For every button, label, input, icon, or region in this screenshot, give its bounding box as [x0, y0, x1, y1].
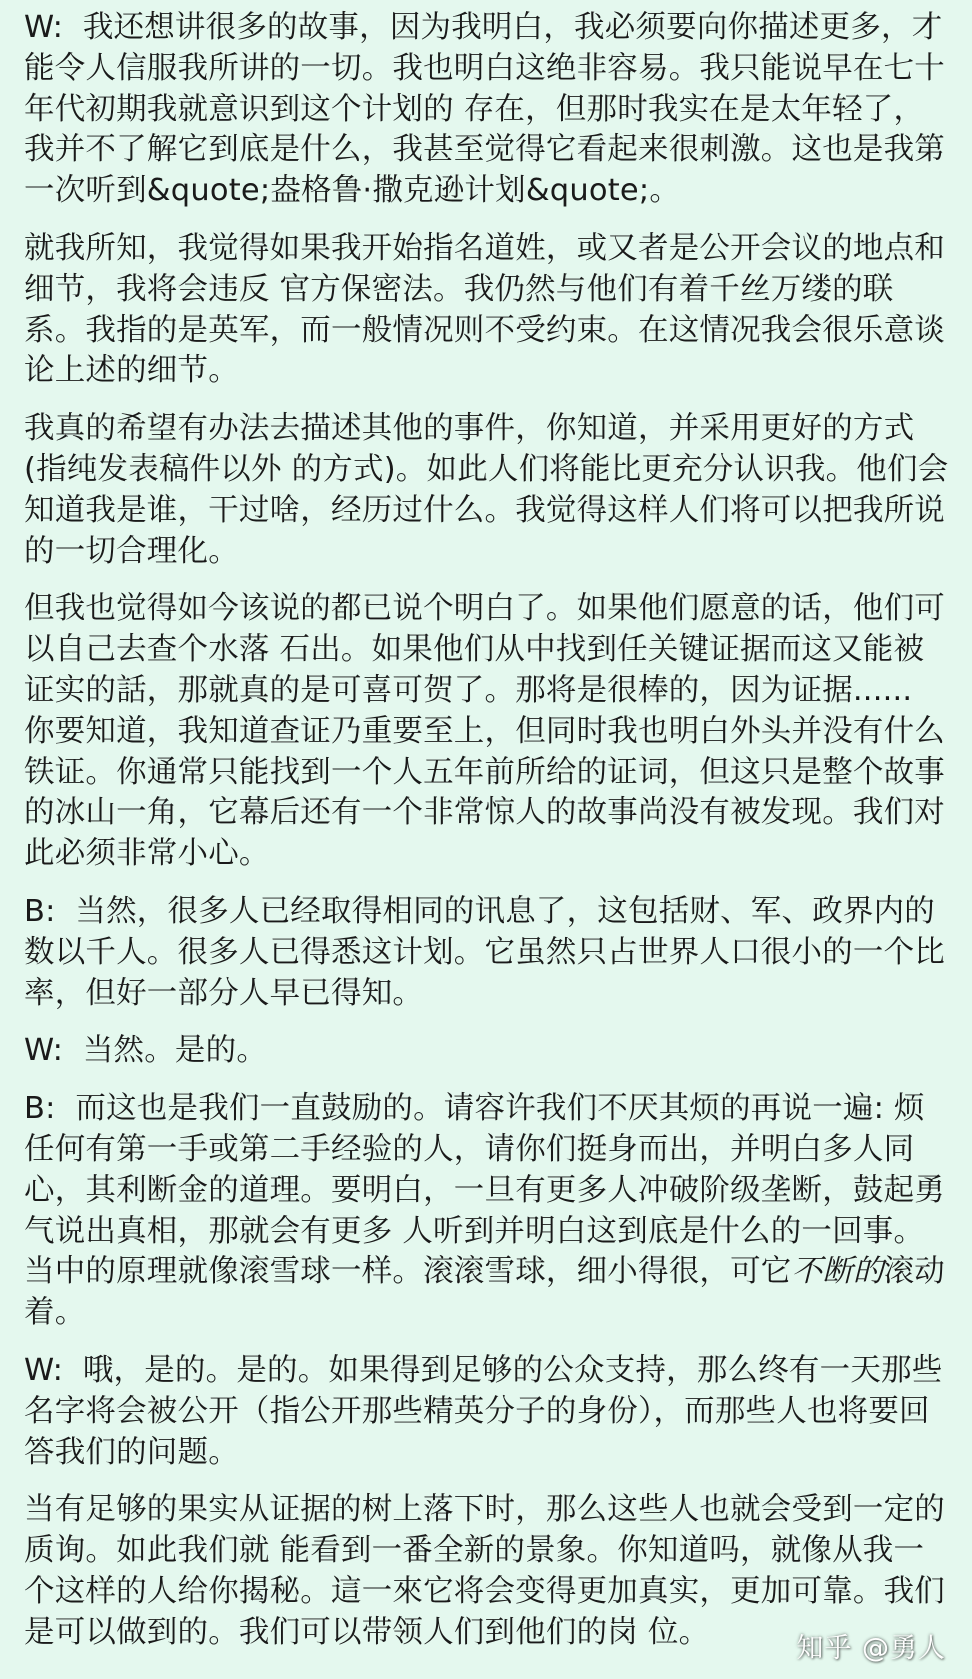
paragraph-4: 但我也觉得如今该说的都已说个明白了。如果他们愿意的话，他们可以自己去查个水落 石出。如果他们从中找到任关键证据而这又能被证实的話，那就真的是可喜可贺了。那将是很棒的，因为证据...... 你要知道，我知道查证乃重要至上，但同时我也明白外头并没有什么铁证。你通常只能找到一个人五年前所给的证词，但这只是整个故事的冰山一角，它幕后还有一个非常惊人的故事尚没有被发现。我们对此必须非常小心。: [24, 591, 945, 872]
paragraph-8: W: 哦，是的。是的。如果得到足够的公众支持，那么终有一天那些名字将会被公开（指公开那些精英分子的身份），而那些人也将要回答我们的问题。: [24, 1352, 943, 1470]
paragraph-7-text-end: 滚动着。: [24, 1254, 946, 1331]
paragraph-5: B: 当然，很多人已经取得相同的讯息了，这包括财、军、政界内的数以千人。很多人已得悉这计划。它虽然只占世界人口很小的一个比率，但好一部分人早已得知。: [24, 893, 945, 1011]
paragraph-7: [24, 1089, 952, 1334]
transcript-article: [24, 8, 952, 1670]
paragraph-3: 我真的希望有办法去描述其他的事件，你知道，并采用更好的方式(指纯发表稿件以外 的方式)。如此人们将能比更充分认识我。他们会知道我是谁，干过啥，经历过什么。我觉得这样人们将可以把我所说的一切合理化。: [24, 411, 949, 569]
paragraph-2: 就我所知，我觉得如果我开始指名道姓，或又者是公开会议的地点和细节，我将会违反 官方保密法。我仍然与他们有着千丝万缕的联系。我指的是英军，而一般情况则不受约束。在这情况我会很乐意谈论上述的细节。: [24, 230, 945, 389]
paragraph-9: 当有足够的果实从证据的树上落下时，那么这些人也就会受到一定的质询。如此我们就 能看到一番全新的景象。你知道吗，就像从我一个这样的人给你揭秘。這一來它将会变得更加真实，更加可靠。我们是可以做到的。我们可以带领人们到他们的岗 位。: [24, 1492, 945, 1650]
zhihu-watermark: 知乎 @勇人: [796, 1633, 946, 1664]
paragraph-1: W: 我还想讲很多的故事，因为我明白，我必须要向你描述更多，才能令人信服我所讲的一切。我也明白这绝非容易。我只能说早在七十年代初期我就意识到这个计划的 存在，但那时我实在是太年轻了，我并不了解它到底是什么，我甚至觉得它看起来很刺激。这也是我第一次听到&quote;盎格鲁·撒克逊计划&quote;。: [24, 10, 945, 209]
paragraph-7-emphasis: 不断的: [791, 1254, 884, 1290]
paragraph-7-text-start: B: 而这也是我们一直鼓励的。请容许我们不厌其烦的再说一遍: 烦任何有第一手或第二手经验的人，请你们挺身而出，并明白多人同心，其利断金的道理。要明白，一旦有更多人冲破阶级垄断，鼓起勇气说出真相，那就会有更多 人听到并明白这到底是什么的一回事。当中的原理就像滚雪球一样。滚滚雪球，细小得很，可它: [24, 1091, 945, 1290]
paragraph-6: W: 当然。是的。: [24, 1033, 268, 1069]
